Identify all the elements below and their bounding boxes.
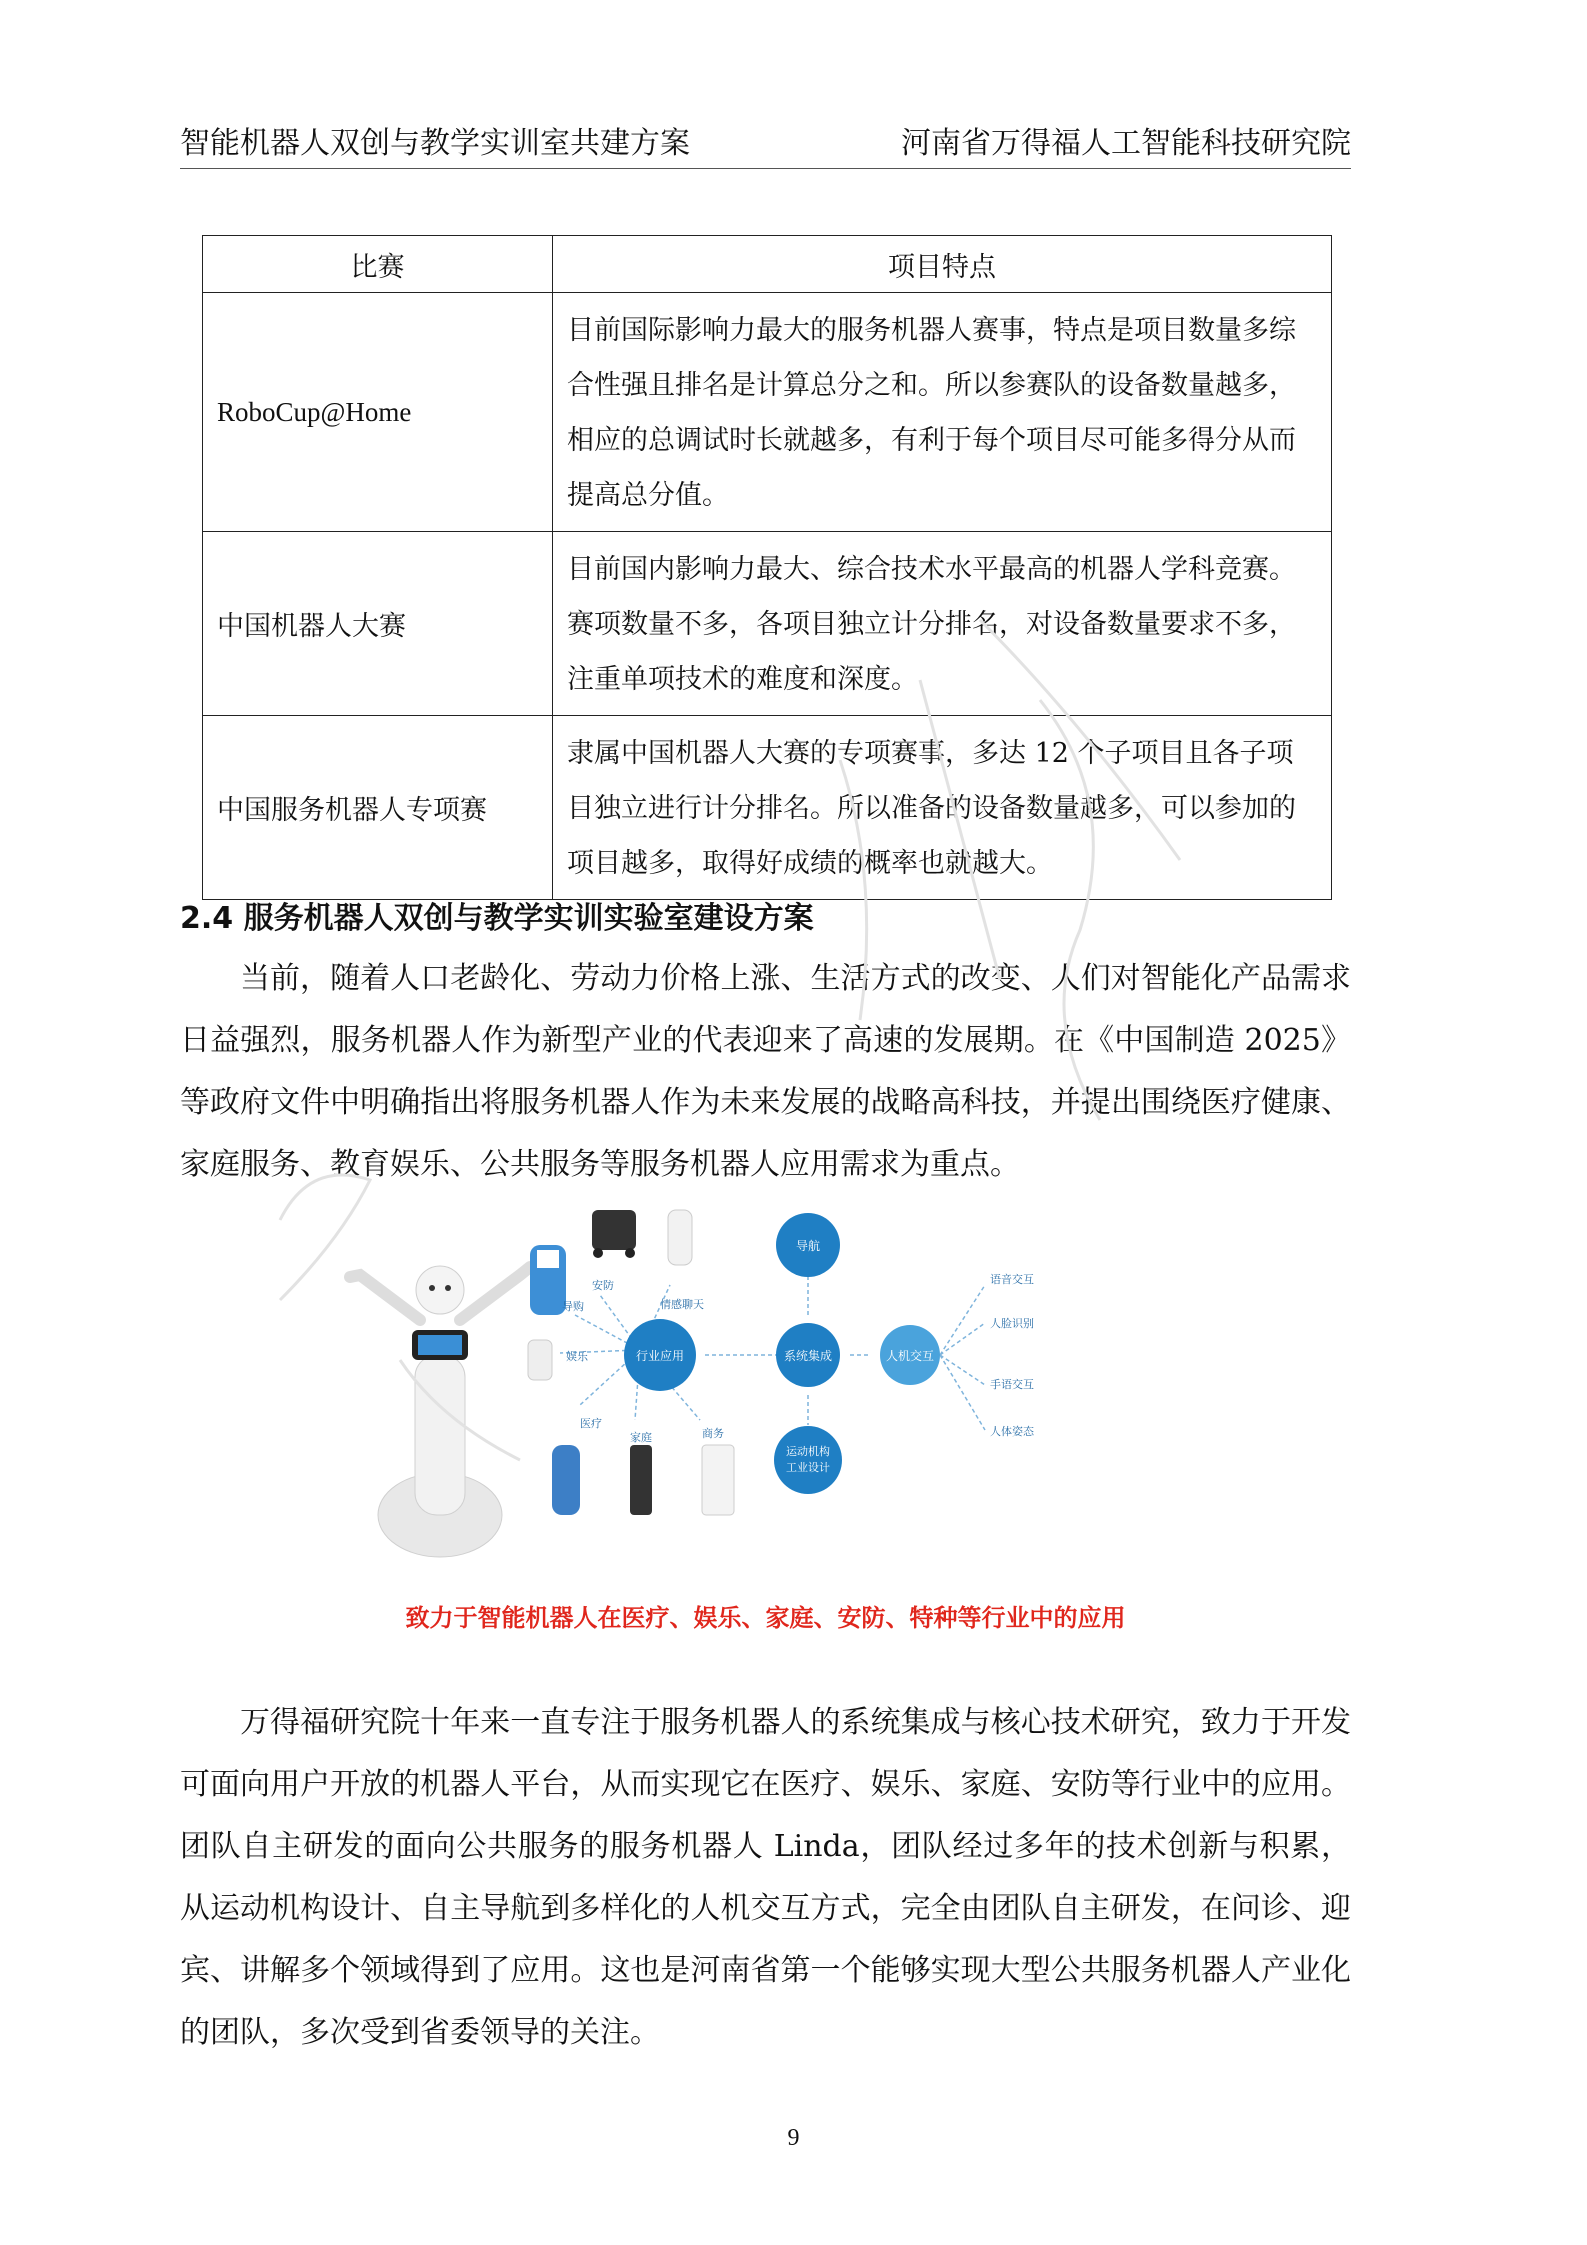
label-yiliao: 医疗 <box>580 1417 602 1430</box>
table-header-cell: 比赛 <box>203 236 553 293</box>
hub-hci-label: 人机交互 <box>885 1349 935 1363</box>
hub-system-label: 系统集成 <box>783 1349 833 1363</box>
watermark-strokes <box>220 600 1320 1500</box>
paragraph-text: 万得福研究院十年来一直专注于服务机器人的系统集成与核心技术研究，致力于开发可面向用户开放的机器人平台，从而实现它在医疗、娱乐、家庭、安防等行业中的应用。 团队自主研发的面向公共服务的服务机器人 Linda，团队经过多年的技术创新与积累，从运动机构设计、自主导航到多样化的人机交互方式，完全由团队自主研发，在问诊、迎宾、讲解多个领域得到了应用。这也是河南省第一个能够实现大型公共服务机器人产业化的团队，多次受到省委领导的关注。 <box>180 1705 1351 2050</box>
table-header-cell: 项目特点 <box>553 236 1332 293</box>
label-anfang: 安防 <box>592 1279 614 1292</box>
label-renlian: 人脸识别 <box>990 1317 1034 1330</box>
page-number: 9 <box>787 2125 800 2151</box>
competition-desc: 隶属中国机器人大赛的专项赛事，多达 12 个子项目且各子项目独立进行计分排名。所以准备的设备数量越多，可以参加的项目越多，取得好成绩的概率也就越大。 <box>553 716 1332 900</box>
label-renti: 人体姿态 <box>990 1425 1034 1438</box>
hub-mechanism-label-1: 运动机构 <box>786 1445 830 1458</box>
label-shouyu: 手语交互 <box>990 1378 1034 1391</box>
table-header-row <box>203 236 1332 293</box>
competition-desc: 目前国内影响力最大、综合技术水平最高的机器人学科竞赛。赛项数量不多，各项目独立计分排名，对设备数量要求不多，注重单项技术的难度和深度。 <box>553 532 1332 716</box>
label-qinggan: 情感聊天 <box>660 1298 704 1311</box>
header-rule <box>180 168 1351 169</box>
page-header <box>180 118 1351 162</box>
section-title: 2.4 服务机器人双创与教学实训实验室建设方案 <box>180 901 814 936</box>
competition-name: RoboCup@Home <box>203 293 553 532</box>
competition-desc: 目前国际影响力最大的服务机器人赛事，特点是项目数量多综合性强且排名是计算总分之和。所以参赛队的设备数量越多，相应的总调试时长就越多，有利于每个项目尽可能多得分从而提高总分值。 <box>553 293 1332 532</box>
hub-navigation-label: 导航 <box>795 1239 821 1253</box>
paragraph-text: 当前，随着人口老龄化、劳动力价格上涨、生活方式的改变、人们对智能化产品需求日益强烈，服务机器人作为新型产业的代表迎来了高速的发展期。在《中国制造 2025》等政府文件中明确指出将服务机器人作为未来发展的战略高科技，并提出围绕医疗健康、家庭服务、教育娱乐、公共服务等服务机器人应用需求为重点。 <box>180 961 1351 1182</box>
header-left-title: 智能机器人双创与教学实训室共建方案 <box>180 126 690 161</box>
paragraph-institute <box>180 1692 1351 2064</box>
header-right-title: 河南省万得福人工智能科技研究院 <box>901 126 1351 161</box>
table-row <box>203 293 1332 532</box>
hub-industry-label: 行业应用 <box>635 1349 685 1363</box>
label-yule: 娱乐 <box>566 1350 588 1363</box>
competition-name: 中国机器人大赛 <box>203 532 553 716</box>
figure-caption: 致力于智能机器人在医疗、娱乐、家庭、安防、特种等行业中的应用 <box>405 1604 1126 1632</box>
label-daogou: 导购 <box>562 1300 584 1313</box>
label-shangwu: 商务 <box>702 1427 724 1440</box>
hub-mechanism-label-2: 工业设计 <box>786 1461 830 1474</box>
label-yuyin: 语音交互 <box>990 1273 1034 1286</box>
label-jiating: 家庭 <box>630 1431 652 1444</box>
competition-name: 中国服务机器人专项赛 <box>203 716 553 900</box>
